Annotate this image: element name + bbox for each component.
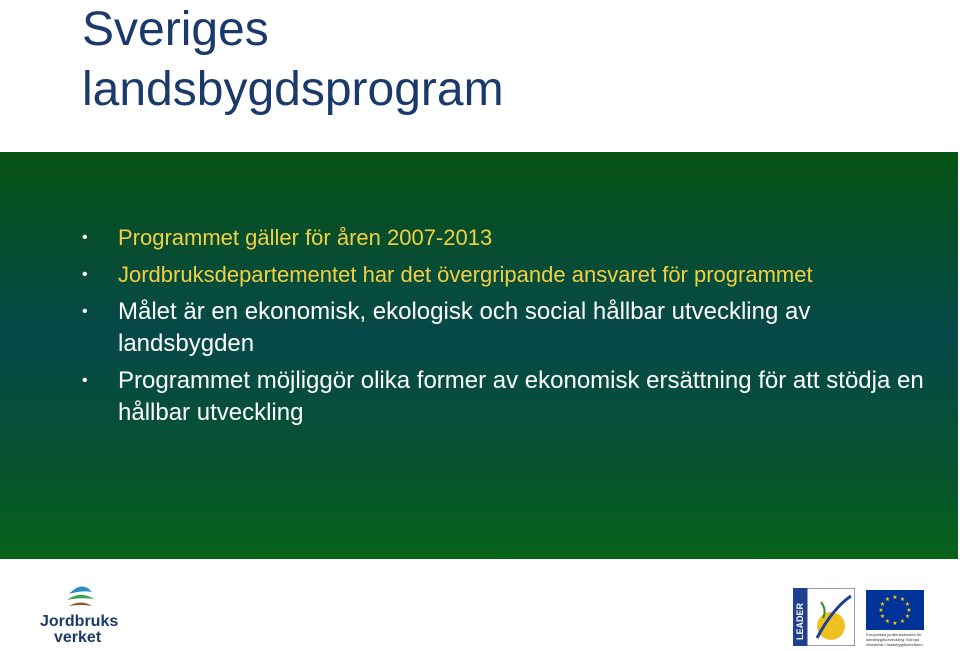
eu-caption: Europeiska jordbruksfonden för landsbygdsutveckling: Europa investerar i landsbygdsområden xyxy=(866,632,923,647)
svg-text:★: ★ xyxy=(884,618,891,625)
bullet-text: Programmet gäller för åren 2007-2013 xyxy=(118,225,493,250)
bullet-item xyxy=(82,296,942,360)
svg-text:★: ★ xyxy=(892,620,898,627)
svg-text:★: ★ xyxy=(879,613,886,620)
leader-logo xyxy=(793,588,855,646)
bullet-dot: • xyxy=(82,266,88,283)
svg-text:★: ★ xyxy=(906,607,912,614)
svg-text:★: ★ xyxy=(904,601,911,608)
eu-flag-icon xyxy=(866,590,924,630)
jordbruksverket-logo xyxy=(34,580,134,646)
bullet-dot: • xyxy=(82,229,88,246)
jordbruksverket-name-line-2: verket xyxy=(54,629,102,646)
svg-text:★: ★ xyxy=(878,607,884,614)
svg-text:★: ★ xyxy=(879,601,886,608)
svg-text:★: ★ xyxy=(904,613,911,620)
bullet-text: Programmet möjliggör olika former av ekonomisk ersättning för att stödja en hållbar utveckling xyxy=(118,367,924,426)
svg-text:★: ★ xyxy=(884,596,891,603)
bullet-dot: • xyxy=(82,303,88,320)
jordbruksverket-logo-icon xyxy=(34,580,134,646)
slide-title xyxy=(82,0,882,120)
bullet-text: Målet är en ekonomisk, ekologisk och social hållbar utveckling av landsbygden xyxy=(118,298,811,357)
bullet-item xyxy=(82,222,942,254)
bullet-dot: • xyxy=(82,372,88,389)
bullet-item xyxy=(82,365,942,429)
jordbruksverket-name-line-1: Jordbruks xyxy=(40,613,119,630)
slide-title-line-1: Sveriges xyxy=(82,3,269,56)
bullet-item xyxy=(82,259,942,291)
svg-text:★: ★ xyxy=(899,596,906,603)
svg-text:★: ★ xyxy=(892,594,898,601)
svg-text:★: ★ xyxy=(899,618,906,625)
slide-title-line-2: landsbygdsprogram xyxy=(82,63,504,116)
eu-logo xyxy=(866,590,930,648)
bullet-list xyxy=(82,222,942,434)
bullet-text: Jordbruksdepartementet har det övergripande ansvaret för programmet xyxy=(118,262,813,287)
leader-logo-icon xyxy=(793,588,855,646)
leader-text: LEADER xyxy=(795,602,805,640)
